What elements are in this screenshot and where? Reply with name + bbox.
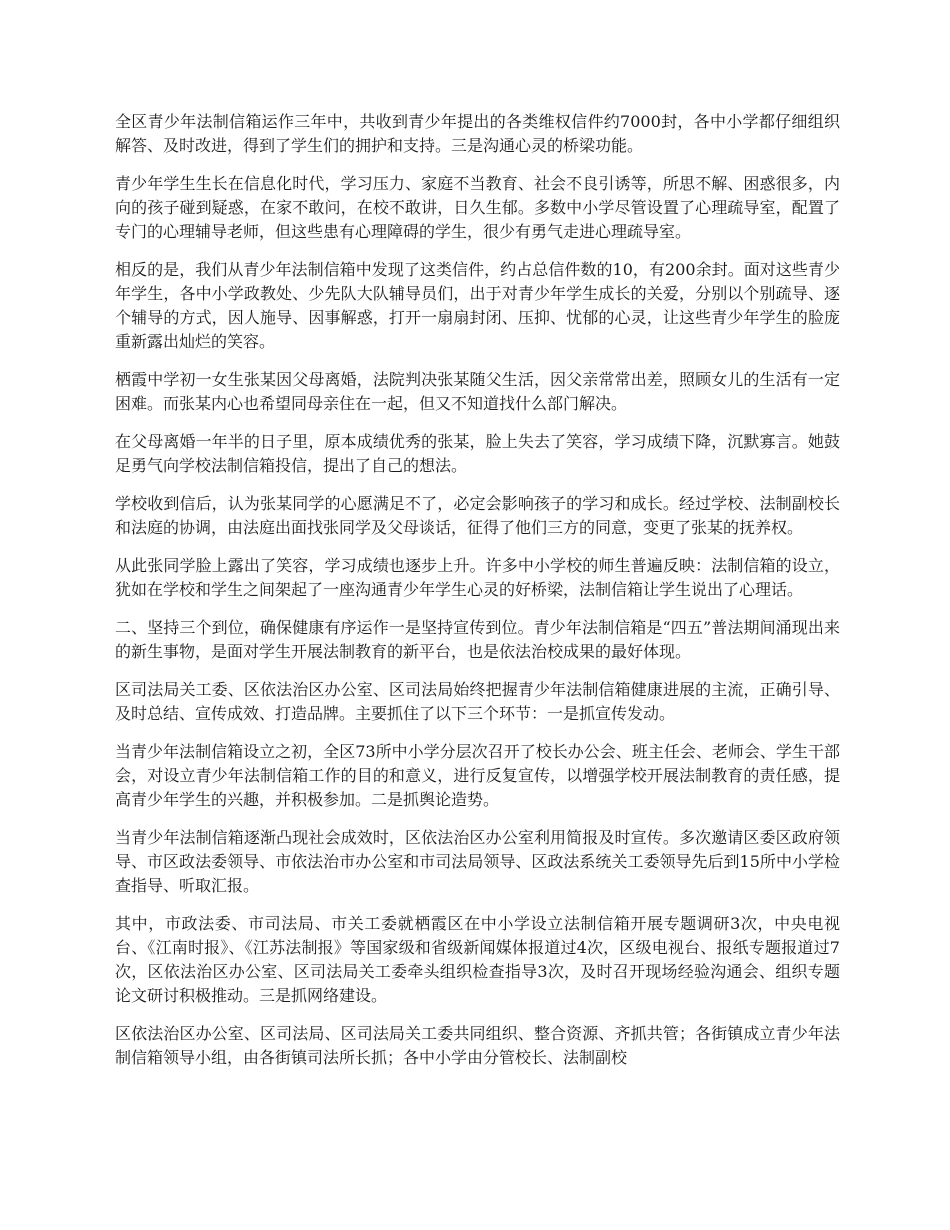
paragraph-13: 区依法治区办公室、区司法局、区司法局关工委共同组织、整合资源、齐抓共管；各街镇成立青少年法制信箱领导小组，由各街镇司法所长抓；各中小学由分管校长、法制副校 [115, 1024, 840, 1067]
paragraph-10: 当青少年法制信箱设立之初，全区73所中小学分层次召开了校长办公会、班主任会、老师会、学生干部会，对设立青少年法制信箱工作的目的和意义，进行反复宣传，以增强学校开展法制教育的责任感，提高青少年学生的兴趣，并积极参加。二是抓舆论造势。 [115, 742, 840, 809]
paragraph-4: 栖霞中学初一女生张某因父母离婚，法院判决张某随父生活，因父亲常常出差，照顾女儿的生活有一定困难。而张某内心也希望同母亲住在一起，但又不知道找什么部门解决。 [115, 370, 840, 413]
paragraph-9: 区司法局关工委、区依法治区办公室、区司法局始终把握青少年法制信箱健康进展的主流，正确引导、及时总结、宣传成效、打造品牌。主要抓住了以下三个环节：一是抓宣传发动。 [115, 680, 840, 723]
paragraph-7: 从此张同学脸上露出了笑容，学习成绩也逐步上升。许多中小学校的师生普遍反映：法制信箱的设立，犹如在学校和学生之间架起了一座沟通青少年学生心灵的好桥梁，法制信箱让学生说出了心理话。 [115, 556, 840, 599]
paragraph-2: 青少年学生生长在信息化时代，学习压力、家庭不当教育、社会不良引诱等，所思不解、困惑很多，内向的孩子碰到疑惑，在家不敢问，在校不敢讲，日久生郁。多数中小学尽管设置了心理疏导室，配置了专门的心理辅导老师，但这些患有心理障碍的学生，很少有勇气走进心理疏导室。 [115, 174, 840, 241]
paragraph-12: 其中，市政法委、市司法局、市关工委就栖霞区在中小学设立法制信箱开展专题调研3次，中央电视台、《江南时报》、《江苏法制报》等国家级和省级新闻媒体报道过4次，区级电视台、报纸专题报道过7次，区依法治区办公室、区司法局关工委牵头组织检查指导3次，及时召开现场经验沟通会、组织专题论文研讨积极推动。三是抓网络建设。 [115, 914, 840, 1005]
paragraph-11: 当青少年法制信箱逐渐凸现社会成效时，区依法治区办公室利用简报及时宣传。多次邀请区委区政府领导、市区政法委领导、市依法治市办公室和市司法局领导、区政法系统关工委领导先后到15所中小学检查指导、听取汇报。 [115, 828, 840, 895]
paragraph-1: 全区青少年法制信箱运作三年中，共收到青少年提出的各类维权信件约7000封，各中小学都仔细组织解答、及时改进，得到了学生们的拥护和支持。三是沟通心灵的桥梁功能。 [115, 112, 840, 155]
paragraph-5: 在父母离婚一年半的日子里，原本成绩优秀的张某，脸上失去了笑容，学习成绩下降，沉默寡言。她鼓足勇气向学校法制信箱投信，提出了自己的想法。 [115, 432, 840, 475]
paragraph-6: 学校收到信后，认为张某同学的心愿满足不了，必定会影响孩子的学习和成长。经过学校、法制副校长和法庭的协调，由法庭出面找张同学及父母谈话，征得了他们三方的同意，变更了张某的抚养权。 [115, 494, 840, 537]
document-body [115, 110, 840, 1084]
paragraph-3: 相反的是，我们从青少年法制信箱中发现了这类信件，约占总信件数的10，有200余封。面对这些青少年学生，各中小学政教处、少先队大队辅导员们，出于对青少年学生成长的关爱，分别以个别疏导、逐个辅导的方式，因人施导、因事解惑，打开一扇扇封闭、压抑、忧郁的心灵，让这些青少年学生的脸庞重新露出灿烂的笑容。 [115, 260, 840, 351]
paragraph-8: 二、坚持三个到位，确保健康有序运作一是坚持宣传到位。青少年法制信箱是“四五”普法期间涌现出来的新生事物，是面对学生开展法制教育的新平台，也是依法治校成果的最好体现。 [115, 618, 840, 661]
